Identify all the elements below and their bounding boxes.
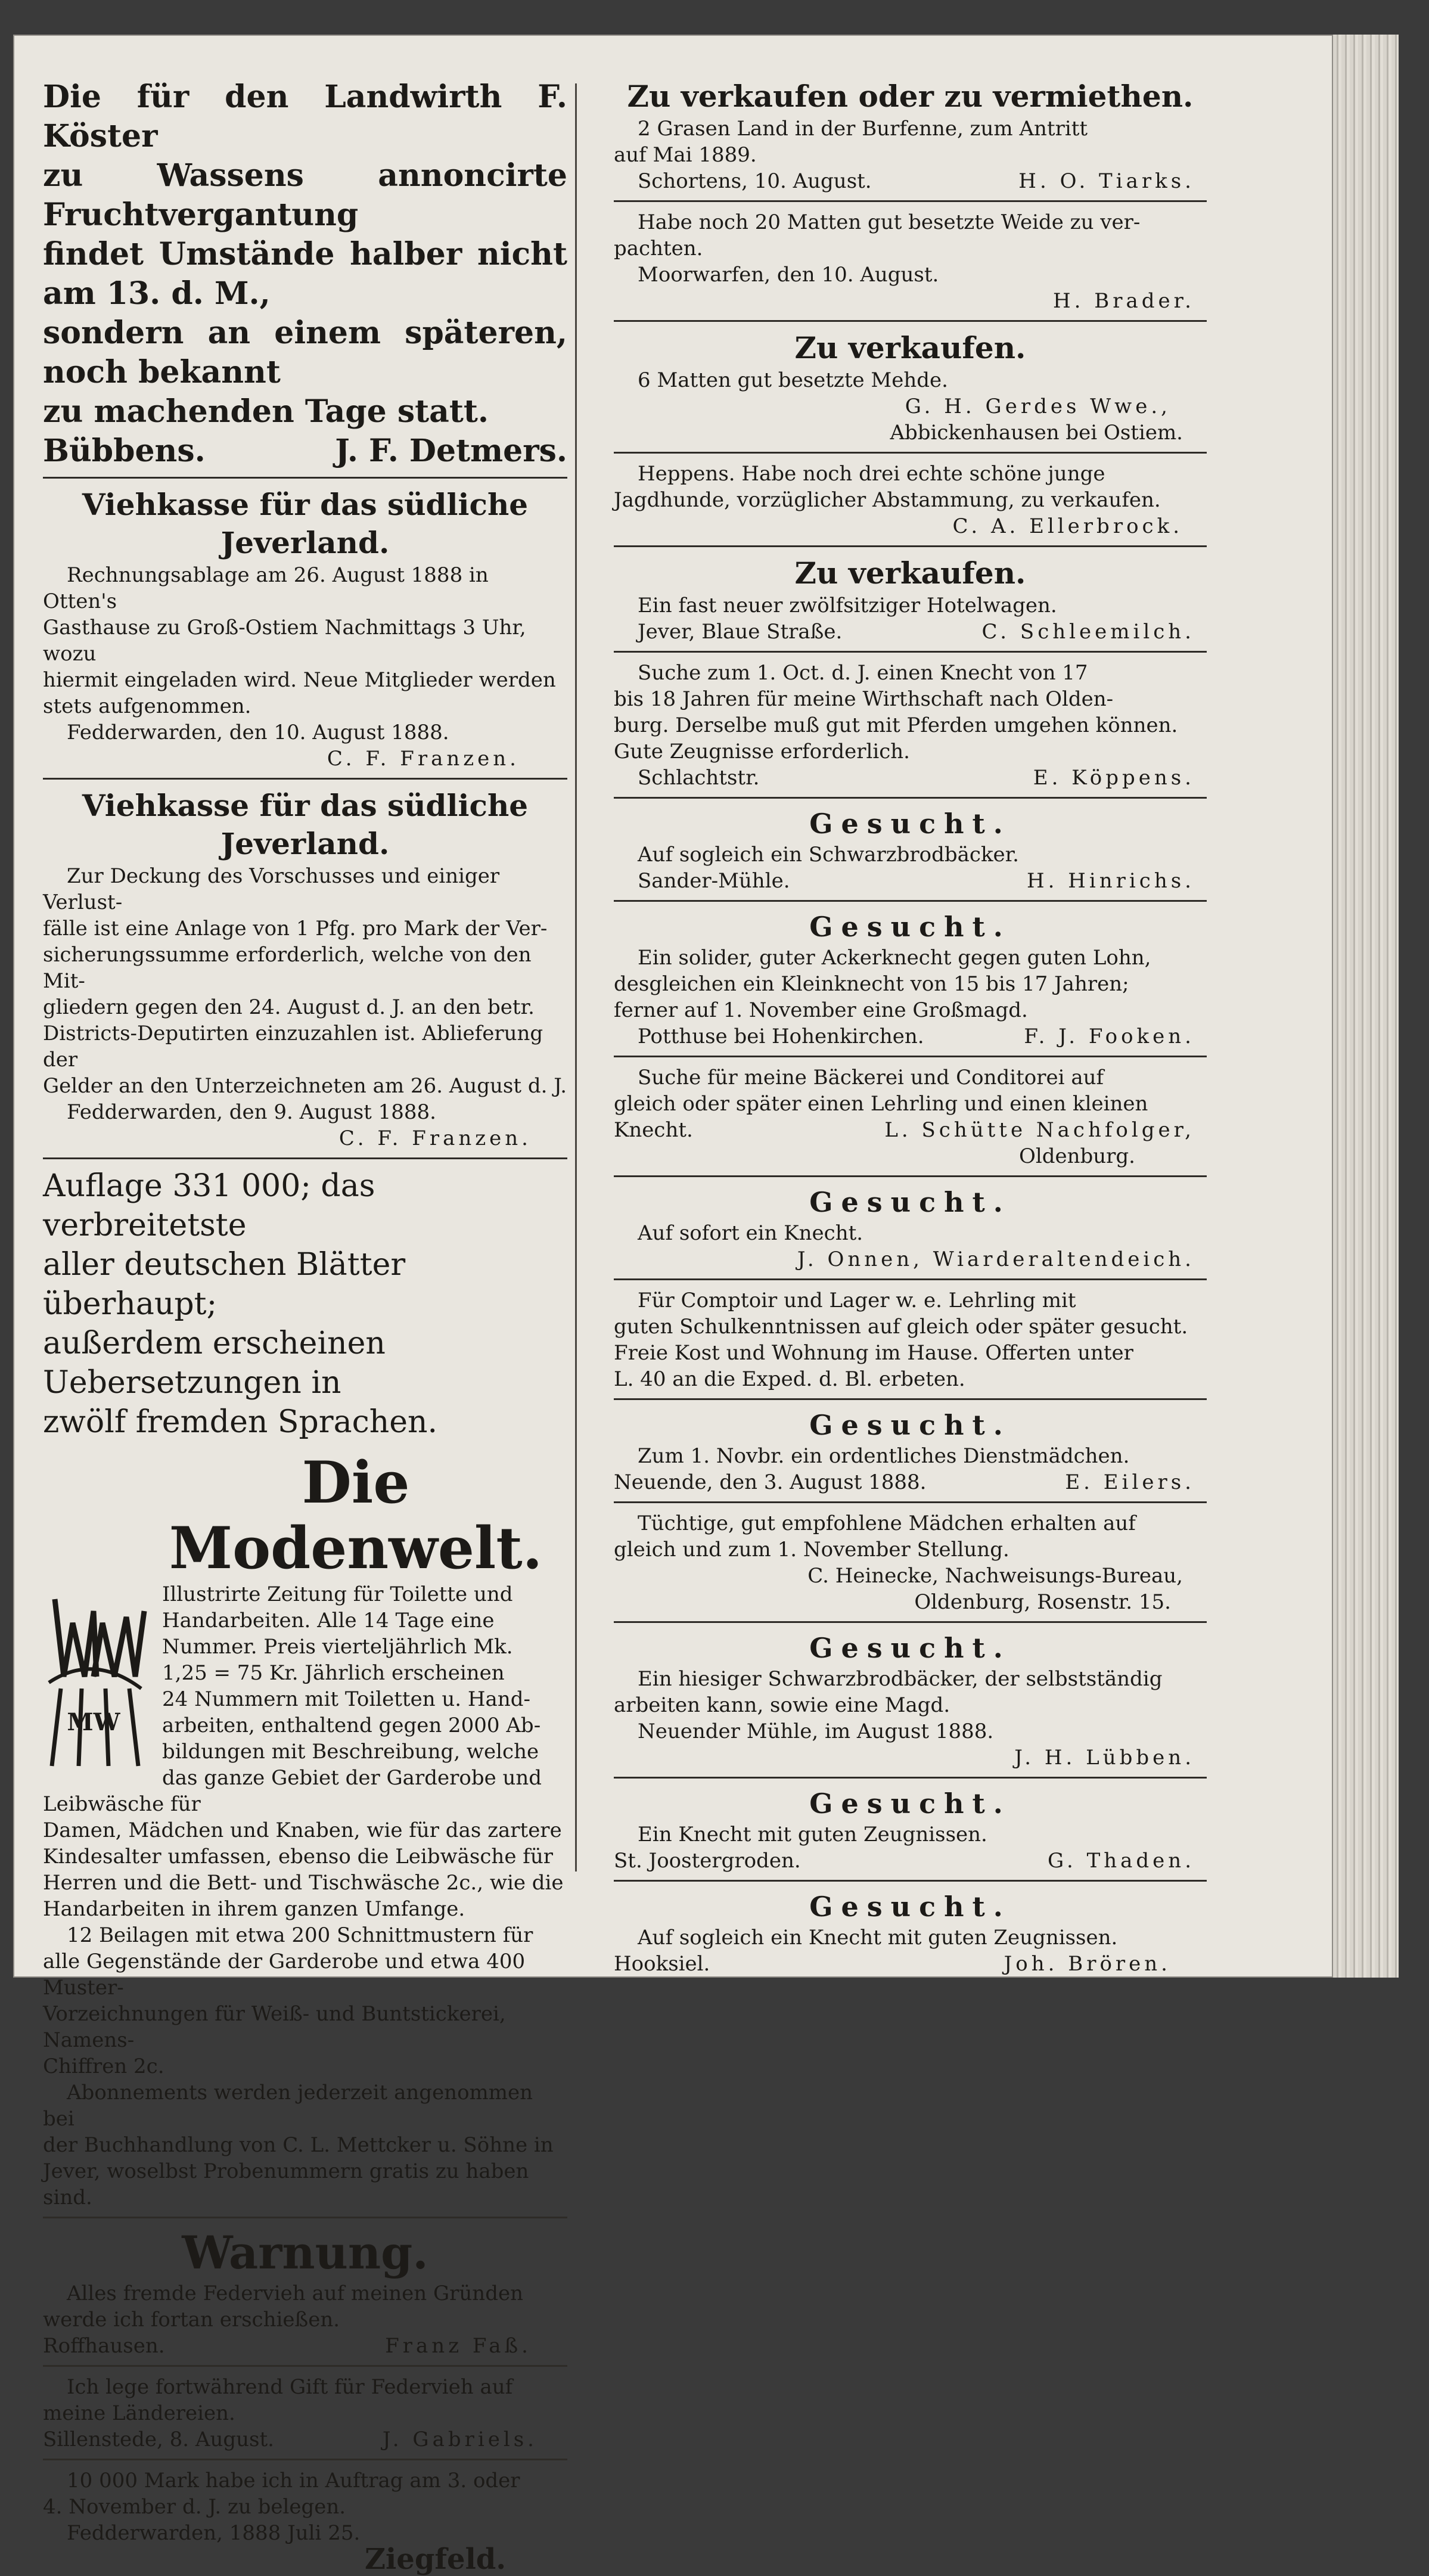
ad-date: Fedderwarden, 1888 Juli 25.	[67, 2521, 361, 2545]
ad-place: Hooksiel.	[614, 1952, 710, 1976]
separator	[614, 1880, 1207, 1882]
ad-line: bildungen mit Beschreibung, welche	[162, 1740, 539, 1764]
ad-line: das ganze Gebiet der Garderobe und Leibwäsche für	[43, 1766, 542, 1816]
ad-line: Jever, woselbst Probenummern gratis zu haben sind.	[43, 2159, 529, 2209]
ad-line: außerdem erscheinen Uebersetzungen in	[43, 1326, 386, 1401]
ad-verkaufen-vermiethen	[614, 77, 1207, 194]
ad-line: Auf sogleich ein Knecht mit guten Zeugnissen.	[638, 1926, 1118, 1950]
separator	[614, 452, 1207, 454]
ad-place: Schlachtstr.	[638, 766, 760, 790]
ad-title: Gesucht.	[809, 911, 1011, 943]
ad-line: 6 Matten gut besetzte Mehde.	[638, 368, 948, 392]
ad-line: ferner auf 1. November eine Großmagd.	[614, 998, 1028, 1022]
ad-line: meine Ländereien.	[43, 2401, 235, 2425]
ad-line: Districts-Deputirten einzuzahlen ist. Ablieferung der	[43, 1022, 543, 1072]
ad-line: findet Umstände halber nicht am 13. d. M.,	[43, 236, 567, 312]
ad-place: Roffhausen.	[43, 2334, 165, 2358]
separator	[614, 1278, 1207, 1280]
ad-title: Gesucht.	[809, 1891, 1011, 1923]
ad-viehkasse-1	[43, 486, 567, 772]
ad-line: sicherungssumme erforderlich, welche von den Mit-	[43, 943, 532, 993]
ad-line: zu Wassens annoncirte Fruchtvergantung	[43, 157, 567, 233]
ad-line: L. 40 an die Exped. d. Bl. erbeten.	[614, 1367, 965, 1391]
ad-line: Vorzeichnungen für Weiß- und Buntstickerei, Namens-	[43, 2002, 506, 2052]
ad-signature: E. Köppens.	[1033, 766, 1195, 790]
ad-signature: C. Schleemilch.	[981, 620, 1195, 644]
ad-gesucht-1	[614, 806, 1207, 894]
ad-jagdhunde	[614, 461, 1207, 539]
left-column	[43, 77, 567, 2576]
ad-line: arbeiten, enthaltend gegen 2000 Ab-	[162, 1714, 541, 1737]
ad-place: Schortens, 10. August.	[638, 169, 872, 193]
separator	[614, 1056, 1207, 1057]
separator	[614, 1777, 1207, 1779]
ad-line: Ein hiesiger Schwarzbrodbäcker, der selbstständig	[638, 1667, 1163, 1691]
ad-gesucht-2	[614, 909, 1207, 1050]
ad-signature: G. Thaden.	[1048, 1849, 1195, 1873]
ad-title: Gesucht.	[809, 1409, 1011, 1441]
ad-title: Viehkasse für das südliche Jeverland.	[82, 788, 529, 861]
ad-line: Chiffren 2c.	[43, 2054, 164, 2078]
ad-title: Gesucht.	[809, 1787, 1011, 1820]
ad-viehkasse-2	[43, 787, 567, 1152]
ad-line: Die für den Landwirth F. Köster	[43, 79, 567, 154]
separator	[614, 1398, 1207, 1400]
ad-line: aller deutschen Blätter überhaupt;	[43, 1247, 406, 1322]
ad-auflage	[43, 1166, 567, 1442]
ad-line: stets aufgenommen.	[43, 694, 251, 718]
separator	[614, 320, 1207, 322]
ad-title: Zu verkaufen.	[794, 330, 1026, 365]
ad-place: Bübbens.	[43, 433, 206, 469]
ad-fruchtvergantung	[43, 77, 567, 471]
ad-signature: L. Schütte Nachfolger,	[884, 1118, 1195, 1142]
ad-signature: G. H. Gerdes Wwe.,	[905, 395, 1171, 418]
ad-signature: J. F. Detmers.	[335, 433, 567, 469]
ad-line: Ein Knecht mit guten Zeugnissen.	[638, 1823, 987, 1846]
ad-lehrling	[614, 1287, 1207, 1392]
ad-line: Zur Deckung des Vorschusses und einiger Verlust-	[43, 864, 500, 914]
ad-mark	[43, 2468, 567, 2576]
ad-line: der Buchhandlung von C. L. Mettcker u. Söhne in	[43, 2133, 554, 2157]
ad-line: Heppens. Habe noch drei echte schöne junge	[638, 462, 1105, 486]
ad-signature: C. F. Franzen.	[327, 747, 520, 771]
ad-line: 24 Nummern mit Toiletten u. Hand-	[162, 1687, 530, 1711]
separator	[614, 545, 1207, 547]
ad-signature: J. Gabriels.	[382, 2428, 538, 2451]
ad-baeckerei	[614, 1064, 1207, 1169]
separator	[614, 797, 1207, 799]
ad-warnung	[43, 2226, 567, 2359]
ad-line: 10 000 Mark habe ich in Auftrag am 3. oder	[67, 2469, 520, 2493]
ad-signature: H. O. Tiarks.	[1018, 169, 1195, 193]
ad-place: Moorwarfen, den 10. August.	[638, 263, 939, 287]
ad-place: Neuende, den 3. August 1888.	[614, 1470, 927, 1494]
ad-place: Jever, Blaue Straße.	[638, 620, 843, 644]
ad-weide	[614, 209, 1207, 314]
ad-line: gliedern gegen den 24. August d. J. an den betr.	[43, 995, 535, 1019]
ad-line: Für Comptoir und Lager w. e. Lehrling mit	[638, 1289, 1076, 1312]
ad-signature: J. Onnen, Wiarderaltendeich.	[797, 1247, 1195, 1271]
ad-signature: F. J. Fooken.	[1024, 1025, 1195, 1048]
ad-title: Gesucht.	[809, 808, 1011, 840]
ad-line: bis 18 Jahren für meine Wirthschaft nach Olden-	[614, 687, 1114, 711]
ad-place: Potthuse bei Hohenkirchen.	[638, 1025, 924, 1048]
separator	[43, 477, 567, 479]
ad-line: Auflage 331 000; das verbreitetste	[43, 1168, 375, 1243]
ad-line: Rechnungsablage am 26. August 1888 in Otten's	[43, 563, 489, 613]
ad-place: Oldenburg, Rosenstr. 15.	[914, 1590, 1171, 1614]
ad-place: Sander-Mühle.	[638, 869, 790, 893]
ad-line: Herren und die Bett- und Tischwäsche 2c., wie die	[43, 1871, 564, 1895]
ad-line: desgleichen ein Kleinknecht von 15 bis 17 Jahren;	[614, 972, 1129, 996]
ad-line: Tüchtige, gut empfohlene Mädchen erhalten auf	[638, 1512, 1136, 1535]
ad-signature: C. Heinecke, Nachweisungs-Bureau,	[807, 1564, 1183, 1588]
ad-gesucht-3	[614, 1184, 1207, 1273]
ad-maedchen	[614, 1510, 1207, 1615]
ad-line: 4. November d. J. zu belegen.	[43, 2495, 346, 2519]
ad-line: zu machenden Tage statt.	[43, 393, 489, 430]
ad-line: 1,25 = 75 Kr. Jährlich erscheinen	[162, 1661, 505, 1685]
ad-line: Ich lege fortwährend Gift für Federvieh auf	[67, 2375, 513, 2399]
ad-line: Kindesalter umfassen, ebenso die Leibwäsche für	[43, 1845, 553, 1869]
ad-signature: C. F. Franzen.	[338, 1126, 532, 1150]
ad-line: Habe noch 20 Matten gut besetzte Weide zu ver-	[638, 210, 1141, 234]
ad-date: Fedderwarden, den 9. August 1888.	[67, 1100, 436, 1124]
ad-line: guten Schulkenntnissen auf gleich oder später gesucht.	[614, 1315, 1188, 1339]
ad-mehde	[614, 329, 1207, 446]
separator	[43, 1157, 567, 1159]
ad-line: gleich und zum 1. November Stellung.	[614, 1538, 1009, 1562]
ad-place: Oldenburg.	[1018, 1144, 1135, 1168]
ad-signature: H. Hinrichs.	[1026, 869, 1195, 893]
ad-line: Knecht.	[614, 1118, 693, 1142]
ad-line: 2 Grasen Land in der Burfenne, zum Antritt	[638, 117, 1088, 141]
ad-title: Warnung.	[182, 2226, 428, 2279]
ad-line: sondern an einem späteren, noch bekannt	[43, 315, 567, 390]
ad-line: Auf sofort ein Knecht.	[638, 1221, 863, 1245]
ad-signature: Joh. Brören.	[1004, 1952, 1171, 1976]
ad-modenwelt	[43, 1450, 567, 2211]
ad-line: Ein fast neuer zwölfsitziger Hotelwagen.	[638, 594, 1057, 617]
ad-line: Nummer. Preis vierteljährlich Mk.	[162, 1635, 513, 1659]
ad-title: Zu verkaufen oder zu vermiethen.	[627, 79, 1194, 114]
modenwelt-logo-icon	[37, 1587, 150, 1772]
ad-line: Illustrirte Zeitung für Toilette und	[162, 1582, 513, 1606]
ad-line: pachten.	[614, 237, 703, 260]
column-divider	[575, 83, 577, 1872]
separator	[614, 1621, 1207, 1623]
ad-line: Freie Kost und Wohnung im Hause. Offerten unter	[614, 1341, 1133, 1365]
ad-line: Gasthause zu Groß-Ostiem Nachmittags 3 Uhr, wozu	[43, 616, 526, 666]
logo-text: MW	[67, 1708, 120, 1736]
ad-place: Sillenstede, 8. August.	[43, 2428, 274, 2451]
ad-line: Zum 1. Novbr. ein ordentliches Dienstmädchen.	[638, 1444, 1130, 1468]
ad-date: Fedderwarden, den 10. August 1888.	[67, 721, 449, 744]
ad-title: Die Modenwelt.	[169, 1449, 543, 1582]
ad-line: zwölf fremden Sprachen.	[43, 1404, 438, 1440]
ad-signature: Franz Faß.	[385, 2334, 532, 2358]
separator	[614, 1175, 1207, 1177]
ad-gesucht-6	[614, 1786, 1207, 1874]
ad-line: 12 Beilagen mit etwa 200 Schnittmustern für	[67, 1923, 533, 1947]
ad-gift	[43, 2374, 567, 2453]
ad-gesucht-5	[614, 1630, 1207, 1771]
ad-line: auf Mai 1889.	[614, 143, 757, 167]
ad-gesucht-7	[614, 1889, 1207, 1977]
ad-line: Auf sogleich ein Schwarzbrodbäcker.	[638, 843, 1019, 867]
separator	[614, 651, 1207, 653]
ad-gesucht-4	[614, 1407, 1207, 1495]
ad-line: Suche für meine Bäckerei und Conditorei auf	[638, 1066, 1104, 1090]
ad-title: Gesucht.	[809, 1186, 1011, 1218]
ad-signature: C. A. Ellerbrock.	[952, 514, 1183, 538]
ad-line: Abonnements werden jederzeit angenommen bei	[43, 2081, 533, 2131]
ad-line: Gute Zeugnisse erforderlich.	[614, 740, 910, 764]
ad-signature: Ziegfeld.	[365, 2543, 507, 2576]
ad-hotelwagen	[614, 554, 1207, 645]
ad-line: burg. Derselbe muß gut mit Pferden umgehen können.	[614, 713, 1178, 737]
separator	[614, 200, 1207, 202]
separator	[614, 1501, 1207, 1503]
ad-line: Handarbeiten in ihrem ganzen Umfange.	[43, 1897, 465, 1921]
ad-line: Handarbeiten. Alle 14 Tage eine	[162, 1609, 495, 1632]
separator	[43, 2365, 567, 2367]
separator	[614, 900, 1207, 902]
ad-line: arbeiten kann, sowie eine Magd.	[614, 1693, 950, 1717]
ad-title: Zu verkaufen.	[794, 555, 1026, 591]
ad-signature: E. Eilers.	[1065, 1470, 1195, 1494]
right-column	[614, 77, 1207, 1977]
page-edges	[1333, 35, 1399, 1978]
ad-line: Damen, Mädchen und Knaben, wie für das zartere	[43, 1818, 562, 1842]
ad-line: Alles fremde Federvieh auf meinen Gründen	[67, 2282, 523, 2305]
ad-place: Abbickenhausen bei Ostiem.	[890, 421, 1183, 445]
separator	[43, 2459, 567, 2460]
ad-line: Ein solider, guter Ackerknecht gegen guten Lohn,	[638, 946, 1151, 970]
ad-signature: H. Brader.	[1053, 289, 1195, 313]
ad-place: St. Joostergroden.	[614, 1849, 801, 1873]
ad-line: alle Gegenstände der Garderobe und etwa 400 Muster-	[43, 1950, 526, 2000]
ad-line: fälle ist eine Anlage von 1 Pfg. pro Mark der Ver-	[43, 917, 548, 941]
ad-place: Neuender Mühle, im August 1888.	[638, 1720, 994, 1743]
ad-line: gleich oder später einen Lehrling und einen kleinen	[614, 1092, 1148, 1116]
ad-line: Suche zum 1. Oct. d. J. einen Knecht von 17	[638, 661, 1088, 685]
ad-title: Viehkasse für das südliche Jeverland.	[82, 487, 529, 560]
ad-title: Gesucht.	[809, 1632, 1011, 1664]
separator	[43, 2217, 567, 2218]
ad-line: werde ich fortan erschießen.	[43, 2308, 340, 2332]
ad-line: Gelder an den Unterzeichneten am 26. August d. J.	[43, 1074, 567, 1098]
ad-knecht-oldenburg	[614, 660, 1207, 791]
separator	[43, 778, 567, 780]
ad-line: Jagdhunde, vorzüglicher Abstammung, zu verkaufen.	[614, 488, 1161, 512]
ad-signature: J. H. Lübben.	[1014, 1746, 1195, 1770]
ad-line: hiermit eingeladen wird. Neue Mitglieder werden	[43, 668, 556, 692]
